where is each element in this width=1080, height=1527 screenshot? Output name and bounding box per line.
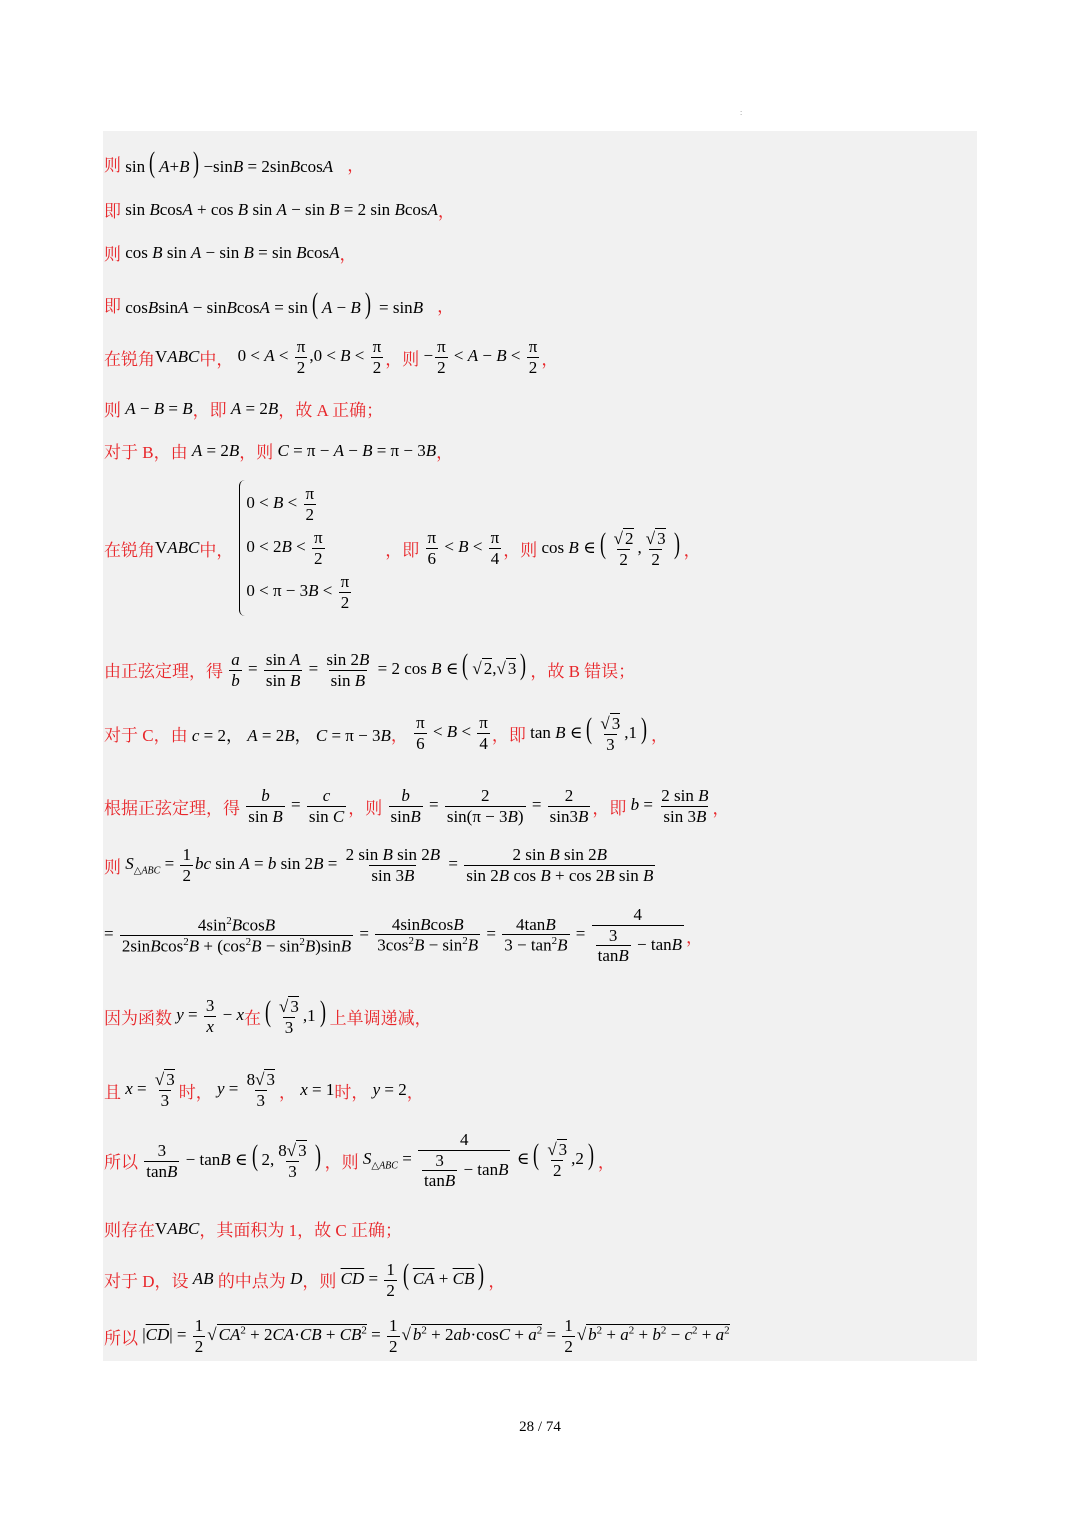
- text: ，即: [592, 798, 627, 818]
- text: ，: [683, 540, 701, 560]
- eq-line-4: 即 cosBsinA − sinBcosA = sin ( A − B ) = sinB ，: [104, 287, 455, 320]
- text: ，则: [385, 349, 420, 369]
- text: ，: [437, 296, 455, 316]
- eq-line-15: 且 x = $\frac{√ 3}{3}$ 时， y = $\frac{8√ 3}{3}$ ， x = 1 时， y = 2 ，: [104, 1070, 424, 1110]
- text: ，: [278, 1082, 296, 1102]
- eq-line-19: 所以 $|\overline{CD}|$ = $\frac{1}{2}$ √ $CA^2 + 2\overline{CA}\cdot\overline{CB} + \overline{CB}^2$ = $\frac{1}{2}$ √ $b^2 + 2ab\cdot\cos C + a^2$ = $\frac{1}{2}$ √ $b^2 + a^2 + b^2 - c^2 + a^2$: [104, 1316, 730, 1356]
- text: ，: [436, 443, 454, 462]
- text: 且: [104, 1082, 121, 1102]
- text: ，其面积为 1，故 C 正确；: [199, 1221, 402, 1240]
- text: 则: [104, 155, 121, 175]
- text: 中，: [199, 540, 234, 560]
- eq-line-17: 则存在 VABC ，其面积为 1，故 C 正确；: [104, 1216, 402, 1241]
- eq-line-9: 由正弦定理，得 $\frac{a}{b}$ = $\frac{\text{sin A}}{\text{sin B}}$ = $\frac{\sin 2B}{\text{sin B}}$ = 2 cos B ∈ ( √ 2,√ 3 ) ，故 B 错误；: [104, 648, 636, 690]
- text: 对于 B，由: [104, 443, 188, 462]
- text: ，即: [491, 725, 526, 745]
- text: ，则: [503, 540, 538, 560]
- text: ，则: [348, 798, 383, 818]
- text: 对于 C，由: [104, 725, 188, 745]
- text: ，: [390, 725, 408, 745]
- text: ，: [347, 155, 365, 175]
- text: ，: [650, 725, 668, 745]
- text: 则: [104, 245, 121, 264]
- text: 则存在: [104, 1221, 155, 1240]
- text: 在锐角: [104, 349, 155, 369]
- text: 的中点为: [217, 1271, 286, 1291]
- text: ，: [437, 202, 455, 221]
- text: 对于 D，设: [104, 1271, 189, 1291]
- eq-line-10: 对于 C，由 c = 2， A = 2B， C = π − 3B ， $\frac{\pi}{6}$ < B < $\frac{\pi}{4}$ ，即 tan B ∈ ( $\frac{√ 3}{3}$ ,1 ) ，: [104, 712, 668, 754]
- text: 即: [104, 296, 121, 316]
- text: 在: [244, 1008, 262, 1028]
- eq-line-11: 根据正弦定理，得 $\frac{b}{\text{sin B}}$ = $\frac{c}{\text{sin C}}$ ，则 $\frac{b}{\sin B}$ = $\frac{2}{\sin(\pi - 3B)}$ = $\frac{2}{\sin 3B}$ ，即 b = $\frac{\text{2 sin B}}{\sin 3B}$ ，: [104, 786, 730, 826]
- text: ，故 A 正确；: [278, 401, 384, 420]
- eq-line-13: = $\frac{4\sin^2BcosB}{2sinBcos^2B + (\cos^2B - \sin^2B)\sin B}$ = $\frac{\text{4sinBcosB}}{3\cos^2B - \sin^2B}$ = $\frac{4\tan B}{3 - \tan^2B}$ = 4 $\frac{3}{\tan B}$ − tanB ，: [104, 905, 704, 966]
- text: ，则: [239, 443, 274, 462]
- text: ，: [541, 349, 559, 369]
- eq-line-16: 所以 $\frac{3}{\tan B}$ − tanB ∈ ( 2, $\frac{8√ 3}{3}$ ) ，则 $S_{\triangle ABC}$ = 4 $\frac{3}{\tan B}$ − tanB ∈ ( $\frac{√ 3}{2}$ ,2 ) ，: [104, 1130, 615, 1191]
- text: 时，: [334, 1082, 369, 1102]
- eq-line-8: 在锐角 VABC 中， 0 < B < $\frac{\pi}{2}$ 0 < 2B < $\frac{\pi}{2}$ 0 < π − 3B < $\frac{\pi}{2}$ ，即 $\frac{\pi}{6}$ < B < $\frac{\pi}{4}$ ，则 cos B ∈ ( $\frac{√ 2}{2}$ , $\frac{√ 3}{2}$ ) ，: [104, 480, 701, 616]
- text: ，即: [385, 540, 420, 560]
- text: 在锐角: [104, 540, 155, 560]
- text: 则: [104, 857, 121, 877]
- text: ，: [406, 1082, 424, 1102]
- eq-line-6: 则 A − B = B ，即 A = 2B ，故 A 正确；: [104, 396, 383, 421]
- eq-line-12: 则 $S_{\triangle ABC}$ = $\frac{1}{2}$ bc sin A = b sin 2B = $\frac{\text{2 sin B sin 2B}}{\sin 3B}$ = $\frac{\text{2 sin B sin 2B}}{\text{sin 2B cos B + cos 2B sin B}}$: [104, 845, 654, 885]
- eq-line-3: 则 cos B sin A − sin B = sin BcosA ，: [104, 240, 357, 265]
- text: 中，: [199, 349, 234, 369]
- text: 由正弦定理，得: [104, 661, 223, 681]
- text: ，: [339, 245, 357, 264]
- text: 根据正弦定理，得: [104, 798, 240, 818]
- text: 则: [104, 401, 121, 420]
- text: 上单调递减，: [329, 1008, 432, 1028]
- text: ，: [597, 1152, 615, 1172]
- text: 即: [104, 202, 121, 221]
- text: ，: [712, 798, 730, 818]
- eq-line-18: 对于 D，设 AB 的中点为 D ，则 $\overline{CD}$ = $\frac{1}{2}$ ( $\overline{CA} + \overline{CB}$ ) ，: [104, 1258, 506, 1300]
- text: 所以: [104, 1152, 138, 1172]
- eq-line-2: 即 sin BcosA + cos B sin A − sin B = 2 sin BcosA ，: [104, 197, 455, 222]
- text: ，则: [324, 1152, 359, 1172]
- text: ，则: [302, 1271, 337, 1291]
- page-number: 28 / 74: [519, 1419, 561, 1435]
- text: ，即: [192, 401, 227, 420]
- eq-line-7: 对于 B，由 A = 2B ，则 C = π − A − B = π − 3B ，: [104, 438, 453, 463]
- text: ，: [488, 1271, 506, 1291]
- page-mark: :: [740, 108, 743, 117]
- eq-line-14: 因为函数 y = $\frac{3}{x}$ − x 在 ( $\frac{√ 3}{3}$ ,1 ) 上单调递减，: [104, 995, 432, 1037]
- text: ，故 B 错误；: [530, 661, 636, 681]
- text: 所以: [104, 1328, 138, 1348]
- text: ，: [686, 927, 704, 947]
- text: 因为函数: [104, 1008, 172, 1028]
- eq-line-1: 则 sin ( A+B ) −sinB = 2sinBcosA ，: [104, 146, 365, 179]
- text: 时，: [178, 1082, 213, 1102]
- eq-line-5: 在锐角 VABC 中， 0 < A < $\frac{\pi}{2}$ ,0 < B < $\frac{\pi}{2}$ ，则 − $\frac{\pi}{2}$ < A − B < $\frac{\pi}{2}$ ，: [104, 337, 559, 377]
